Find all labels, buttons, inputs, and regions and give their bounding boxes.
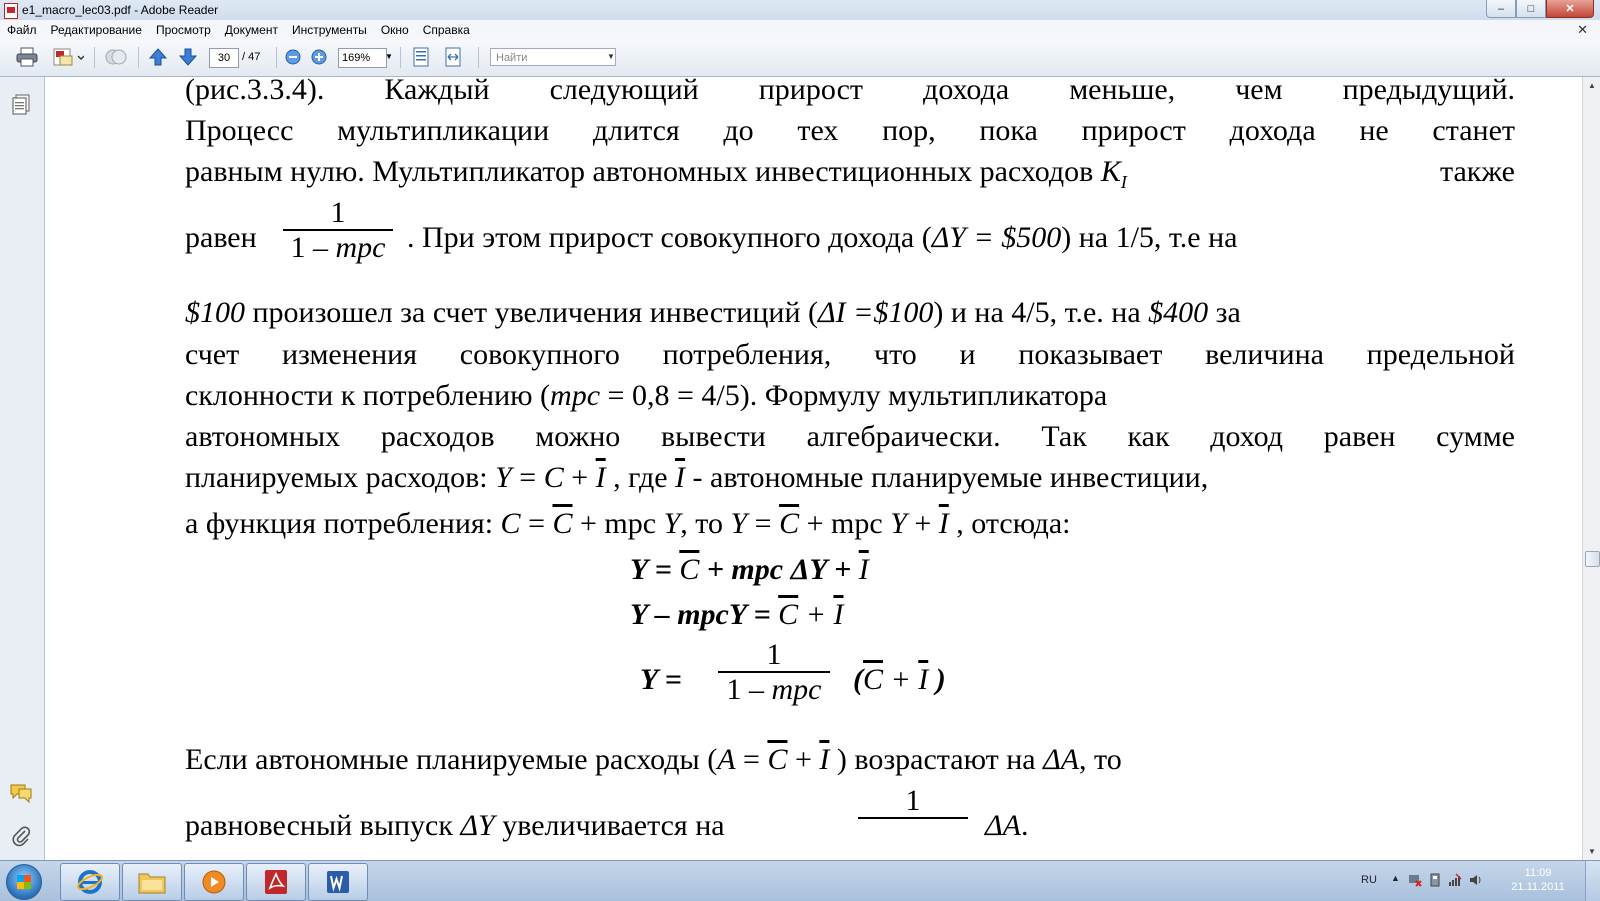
scroll-up-icon[interactable]: ▲ [1588, 81, 1596, 90]
taskbar-media-player[interactable] [184, 863, 244, 901]
title-bar [0, 0, 1600, 21]
next-page-button[interactable] [177, 46, 199, 68]
menu-edit[interactable]: Редактирование [50, 22, 142, 37]
zoom-in-button[interactable] [310, 46, 328, 68]
clock-time: 11:09 [1524, 867, 1552, 879]
media-player-icon [201, 869, 227, 895]
fraction: 1 1 – mpc [718, 639, 830, 707]
scroll-thumb[interactable] [1585, 551, 1600, 567]
window-title: e1_macro_lec03.pdf - Adobe Reader [22, 3, 219, 17]
pages-icon[interactable] [11, 94, 31, 116]
paragraph-line: (рис.3.3.4). Каждый следующий прирост дохода меньше, чем предыдущий. [185, 77, 1515, 106]
menu-tools[interactable]: Инструменты [291, 22, 367, 37]
comments-icon[interactable] [9, 783, 33, 803]
collaborate-button[interactable] [103, 46, 129, 68]
zoom-dropdown-icon[interactable]: ▼ [385, 52, 393, 61]
clock-date: 21.11.2011 [1511, 881, 1565, 893]
taskbar-internet-explorer[interactable] [60, 863, 120, 901]
window-controls [1486, 0, 1594, 18]
search-input[interactable]: Найти [490, 48, 616, 66]
paragraph-line: планируемых расходов: $Y = C + \overline{I}$ , где $\overline{I}$ - автономные планируемые инвестиции, [185, 461, 1209, 494]
paragraph-line: склонности к потреблению (mpc = 0,8 = 4/5). Формулу мультипликатора [185, 379, 1108, 412]
menu-view[interactable]: Просмотр [155, 22, 211, 37]
paragraph-line: а функция потребления: $C = \overline{C}$ + mpc Y, то $Y = \overline{C}$ + mpc $Y + \overline{I}$ , отсюда: [185, 507, 1071, 540]
paragraph-line: равен [185, 221, 257, 254]
paragraph-line: $100 произошел за счет увеличения инвестиций (ΔI =$100) и на 4/5, т.е. на $400 за [185, 296, 1241, 329]
equation: $Y = \overline{C}$ + mpc $\Delta Y + \overline{I}$ [630, 553, 869, 586]
attachments-icon[interactable] [11, 825, 31, 847]
collaborate-icon [104, 47, 128, 67]
network-error-icon[interactable] [1408, 873, 1422, 887]
page-number-input[interactable]: 30 [209, 48, 239, 68]
menu-window[interactable]: Окно [380, 22, 409, 37]
taskbar-explorer[interactable] [122, 863, 182, 901]
paragraph-line: ΔA. [985, 809, 1029, 842]
paragraph-line: равновесный выпуск ΔY увеличивается на [185, 809, 725, 842]
search-dropdown-icon[interactable]: ▼ [607, 52, 615, 61]
menu-document[interactable]: Документ [224, 22, 278, 37]
equation: Y – mpcY = $\overline{C} + \overline{I}$ [630, 598, 844, 631]
vertical-scrollbar[interactable] [1582, 77, 1600, 860]
arrow-up-icon [149, 48, 167, 66]
paragraph-line: автономных расходов можно вывести алгебраически. Так как доход равен сумме [185, 420, 1515, 453]
navigation-panel [0, 77, 45, 860]
language-indicator[interactable]: RU [1361, 874, 1377, 886]
printer-icon [16, 47, 38, 67]
zoom-level-input[interactable]: 169% [338, 48, 387, 68]
menu-help[interactable]: Справка [422, 22, 470, 37]
fit-width-icon [443, 47, 463, 67]
paragraph-line: счет изменения совокупного потребления, что и показывает величина предельной [185, 338, 1515, 371]
zoom-in-icon [311, 49, 327, 65]
volume-icon[interactable] [1468, 873, 1482, 887]
multiplier-k: $K_I$ [1100, 155, 1127, 192]
menu-bar [0, 20, 1600, 40]
taskbar-adobe-reader[interactable] [246, 863, 306, 901]
taskbar-word[interactable] [308, 863, 368, 901]
show-desktop-button[interactable] [1585, 861, 1600, 901]
taskbar [0, 860, 1600, 901]
clock[interactable] [1508, 866, 1568, 894]
close-button[interactable]: ✕ [1546, 0, 1594, 18]
system-tray [1353, 861, 1600, 901]
fraction: 1 [858, 785, 968, 819]
signal-icon[interactable] [1448, 873, 1462, 887]
menu-file[interactable]: Файл [7, 22, 37, 37]
paragraph-line: Если автономные планируемые расходы ($A = \overline{C} + \overline{I}$ ) возрастают на ΔA, то [185, 743, 1122, 776]
show-hidden-icons-icon[interactable]: ▲ [1391, 873, 1400, 883]
paragraph-line: . При этом прирост совокупного дохода (ΔY = $500) на 1/5, т.е на [407, 221, 1238, 254]
equation: ($\overline{C} + \overline{I}$ ) [853, 663, 946, 696]
pdf-file-icon [4, 3, 18, 19]
document-close-icon[interactable]: ✕ [1577, 22, 1588, 37]
print-button[interactable] [14, 46, 40, 68]
usb-device-icon[interactable] [1428, 873, 1442, 887]
scroll-down-icon[interactable]: ▼ [1588, 847, 1596, 856]
equation: Y = [640, 663, 682, 696]
folder-icon [137, 869, 167, 895]
toolbar [0, 39, 1600, 77]
internet-explorer-icon [76, 868, 104, 896]
email-attach-icon [52, 47, 84, 67]
zoom-out-icon [285, 49, 301, 65]
restore-button[interactable]: □ [1516, 0, 1546, 18]
fit-page-button[interactable] [408, 46, 434, 68]
page-total: / 47 [242, 51, 261, 63]
paragraph-line: Процесс мультипликации длится до тех пор, пока прирост дохода не станет [185, 114, 1515, 147]
previous-page-button[interactable] [147, 46, 169, 68]
fit-width-button[interactable] [440, 46, 466, 68]
share-email-button[interactable] [50, 46, 86, 68]
minimize-button[interactable]: – [1486, 0, 1516, 18]
arrow-down-icon [179, 48, 197, 66]
zoom-out-button[interactable] [284, 46, 302, 68]
start-button[interactable] [6, 864, 42, 900]
word-icon [324, 868, 352, 896]
fraction: 1 1 – mpc [283, 197, 393, 265]
adobe-reader-icon [263, 868, 289, 896]
fit-page-icon [411, 47, 431, 67]
document-page [45, 77, 1582, 860]
paragraph-line: равным нулю. Мультипликатор автономных инвестиционных расходов $K_I$ также [185, 155, 1515, 192]
